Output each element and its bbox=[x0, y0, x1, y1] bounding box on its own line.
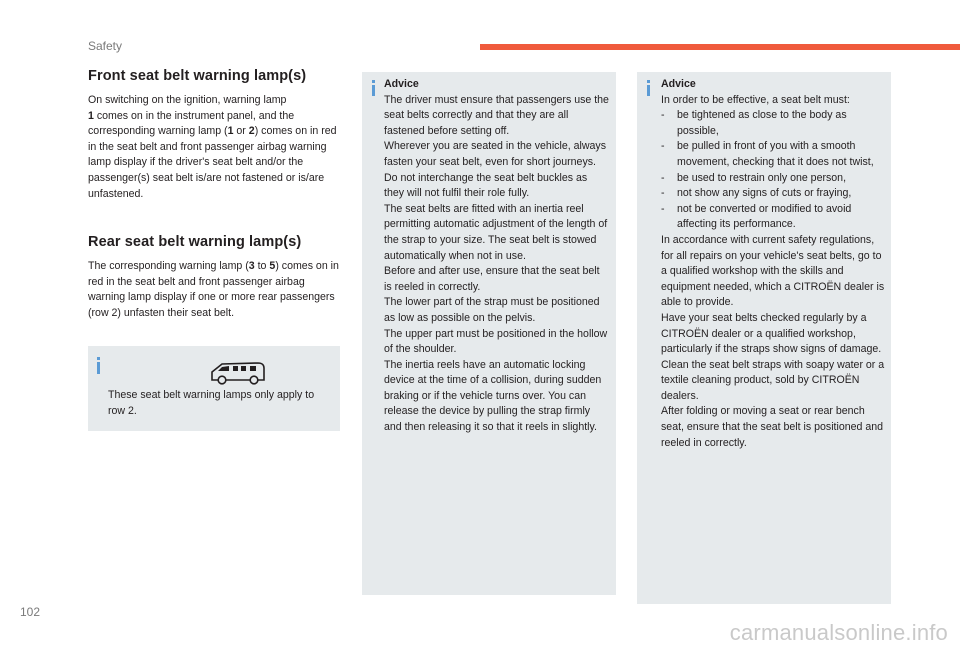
rear-section-text: The corresponding warning lamp (3 to 5) comes on in red in the seat belt and front passenger airbag warning lamp display if one or more rear passengers (row 2) unfasten their seat belt. bbox=[88, 260, 339, 319]
info-icon bbox=[97, 362, 100, 374]
section-title: Safety bbox=[88, 39, 123, 53]
advice-2-text: In accordance with current safety regulations, for all repairs on your vehicle's seat belts, go to a qualified workshop with the skills and equipment needed, which a CITROËN dealer is able to provide. Have your seat belts checked regularly by a CITROËN dealer or a qualified workshop, particularly if the straps show signs of damage. Clean the seat belt straps with soapy water or a textile cleaning product, sold by CITROËN dealers. After folding or moving a seat or rear bench seat, ensure that the seat belt is positioned and reeled in correctly. bbox=[661, 233, 885, 449]
advice-1-title: Advice bbox=[384, 78, 419, 90]
rear-note-box bbox=[88, 346, 340, 431]
page-number: 102 bbox=[20, 605, 41, 619]
rear-note-text: These seat belt warning lamps only apply to row 2. bbox=[108, 389, 315, 417]
list-item: - be pulled in front of you with a smooth movement, checking that it does not twist, bbox=[661, 140, 874, 168]
advice-box-2 bbox=[637, 72, 891, 604]
list-item: - be used to restrain only one person, bbox=[661, 171, 847, 184]
list-item: - not show any signs of cuts or fraying, bbox=[661, 187, 852, 200]
list-item: - be tightened as close to the body as possible, bbox=[661, 109, 847, 137]
advice-1-text: The driver must ensure that passengers use the seat belts correctly and that they are all fastened before setting off. Wherever you are seated in the vehicle, always fasten your seat belt, even for short journeys. Do not interchange the seat belt buckles as they will not fulfil their role fully. The seat belts are fitted with an inertia reel permitting automatic adjustment of the length of the strap to your size. The seat belt is stowed automatically when not in use. Before and after use, ensure that the seat belt is reeled in correctly. The lower part of the strap must be positioned as low as possible on the pelvis. The upper part must be positioned in the hollow of the shoulder. The inertia reels have an automatic locking device at the time of a collision, during sudden braking or if the vehicle turns over. You can release the device by pulling the strap firmly and then releasing it so that it reels in slightly. bbox=[384, 93, 609, 434]
advice-1-content bbox=[384, 77, 610, 436]
info-icon bbox=[647, 85, 650, 96]
advice-2-content bbox=[661, 77, 887, 451]
rear-section-heading: Rear seat belt warning lamp(s) bbox=[88, 234, 302, 251]
advice-box-1 bbox=[362, 72, 616, 595]
watermark: carmanualsonline.info bbox=[729, 620, 948, 645]
van-icon bbox=[208, 358, 268, 386]
section-accent-bar bbox=[480, 44, 960, 50]
advice-2-intro: In order to be effective, a seat belt must: bbox=[661, 93, 850, 106]
advice-2-title: Advice bbox=[661, 78, 696, 90]
info-icon bbox=[372, 85, 375, 96]
front-section-heading: Front seat belt warning lamp(s) bbox=[88, 68, 307, 84]
list-item: - not be converted or modified to avoid affecting its performance. bbox=[661, 202, 852, 231]
column-left bbox=[88, 68, 340, 322]
front-section-text: On switching on the ignition, warning lamp 1 comes on in the instrument panel, and the corresponding warning lamp (1 or 2) comes on in red in the seat belt and front passenger airbag warning lamp display if the driver's seat belt and/or the passenger(s) seat belt is/are not fastened or is/are unfastened. bbox=[88, 94, 337, 200]
